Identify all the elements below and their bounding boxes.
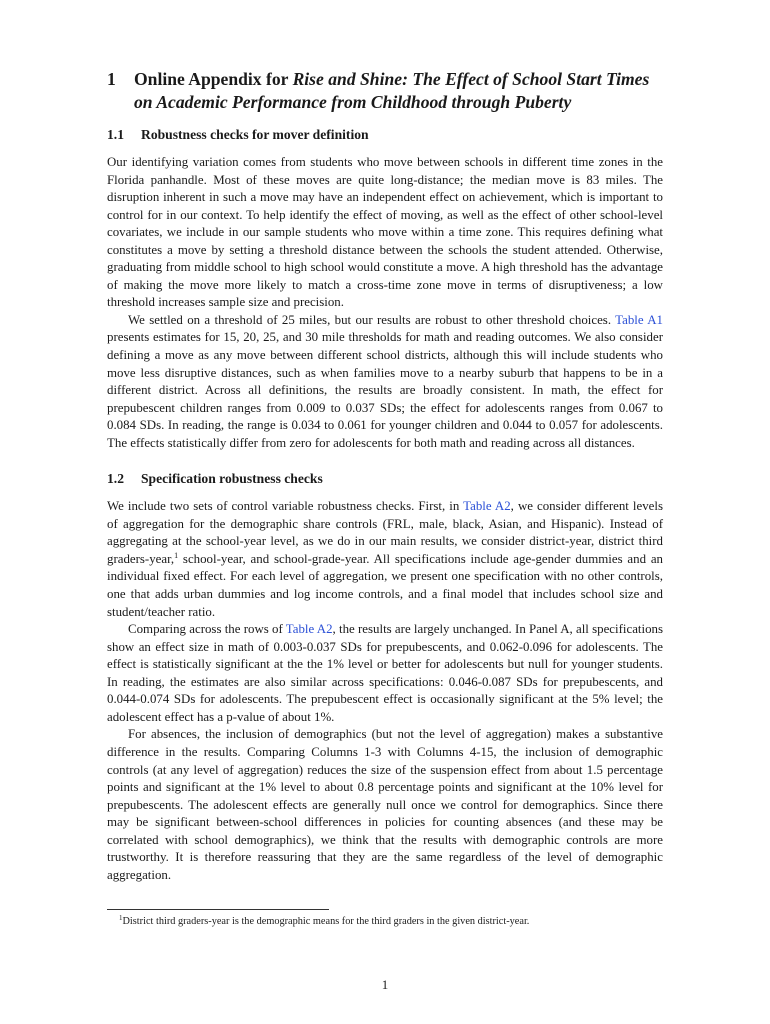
footnote-text: District third graders-year is the demographic means for the third graders in the given district-year. xyxy=(122,916,530,927)
section-title xyxy=(134,68,663,114)
section-number: 1 xyxy=(107,69,116,89)
subsection-heading-specification xyxy=(107,470,663,487)
paragraph-text: school-year, and school-grade-year. All specifications include age-gender dummies and an individual fixed effect. For each level of aggregation, we present one specification with no other controls, one that adds urban dummies and log income controls, and a final model that includes school size and student/teacher ratio. xyxy=(107,551,663,619)
paper-page xyxy=(107,68,663,884)
paragraph-spec-1 xyxy=(107,498,663,621)
paragraph-mover-1: Our identifying variation comes from students who move between schools in different time zones in the Florida panhandle. Most of these moves are quite long-distance; the median move is 83 miles. The disruption inherent in such a move may have an independent effect on achievement, which is important to control for in our context. To help identify the effect of moving, as well as the effect of other school-level covariates, we include in our sample students who move within a time zone. This requires defining what constitutes a move by setting a threshold distance between the schools the student attended. Otherwise, graduating from middle school to high school would constitute a move. A high threshold has the advantage of making the move more likely to match a cross-time zone move in terms of disruptiveness; a low threshold increases sample size and precision. xyxy=(107,155,663,310)
paragraph-mover-2 xyxy=(107,312,663,452)
table-a2-link[interactable]: Table A2 xyxy=(285,622,333,637)
footnote-divider xyxy=(107,909,329,910)
paragraph-text: We include two sets of control variable robustness checks. First, in xyxy=(107,499,464,514)
table-a2-link[interactable]: Table A2 xyxy=(463,499,511,514)
page-number: 1 xyxy=(381,978,389,992)
paragraph-text: We settled on a threshold of 25 miles, but our results are robust to other threshold choices. xyxy=(128,312,616,327)
subsection-number: 1.2 xyxy=(107,471,124,487)
subsection-number: 1.1 xyxy=(107,127,124,142)
subsection-heading-mover xyxy=(107,126,663,143)
footnote-marker[interactable]: 1 xyxy=(174,550,179,560)
footnote xyxy=(119,915,659,928)
paragraph-text: presents estimates for 15, 20, 25, and 30 mile thresholds for math and reading outcomes. We also consider defining a move as any move between different school districts, although this will include students who move less disruptive distances, such as when families move to a nearby suburb that happens to be in a different district. Across all definitions, the results are broadly consistent. In math, the effect for prepubescent children ranges from 0.009 to 0.037 SDs; the effect for adolescents ranges from 0.067 to 0.084 SDs. In reading, the range is 0.034 to 0.061 for younger children and 0.044 to 0.057 for adolescents. The effects statistically differ from zero for adolescents for both math and reading across all distances. xyxy=(107,330,663,450)
subsection-title: Specification robustness checks xyxy=(141,471,323,487)
footnote-mark: 1 xyxy=(119,914,123,922)
paragraph-spec-2 xyxy=(107,621,663,726)
section-title-prefix: Online Appendix for xyxy=(134,69,293,89)
section-heading xyxy=(107,68,663,114)
paragraph-spec-3: For absences, the inclusion of demographics (but not the level of aggregation) makes a substantive difference in the results. Comparing Columns 1-3 with Columns 4-15, the inclusion of demographic controls (at any level of aggregation) reduces the size of the suspension effect from about 1.5 percentage points and significant at the 1% level to about 0.8 percentage points and significant at the 10% level for prepubescents. The adolescent effects are generally null once we control for demographics. Since there may be significant between-school differences in policies for counting absences (and these may be correlated with school demographics), we think that the results with demographic controls are more trustworthy. It is therefore reassuring that they are the same regardless of the level of demographic aggregation. xyxy=(107,727,663,882)
paragraph-text: , the results are largely unchanged. In Panel A, all specifications show an effect size in math of 0.003-0.037 SDs for prepubescents, and 0.062-0.096 for adolescents. The effect is statistically significant at the the 1% level or better for adolescents but null for younger students. In reading, the estimates are also similar across specifications: 0.046-0.087 SDs for prepubescents, and 0.044-0.074 SDs for adolescents. The prepubescent effect is occasionally significant at the 5% level; the adolescent effect has a p-value of about 1%. xyxy=(107,622,663,724)
paragraph-text: , we consider different levels of aggregation for the demographic share controls (FRL, male, black, Asian, and Hispanic). Instead of aggregating at the school-year level, as we do in our main results, we consider district-year, district third graders-year, xyxy=(107,499,663,566)
subsection-title: Robustness checks for mover definition xyxy=(141,127,369,142)
table-a1-link[interactable]: Table A1 xyxy=(615,312,663,327)
paragraph-text: Comparing across the rows of xyxy=(128,622,286,637)
paper-title: Rise and Shine: The Effect of School Start Times on Academic Performance from Childhood through Puberty xyxy=(134,69,650,112)
